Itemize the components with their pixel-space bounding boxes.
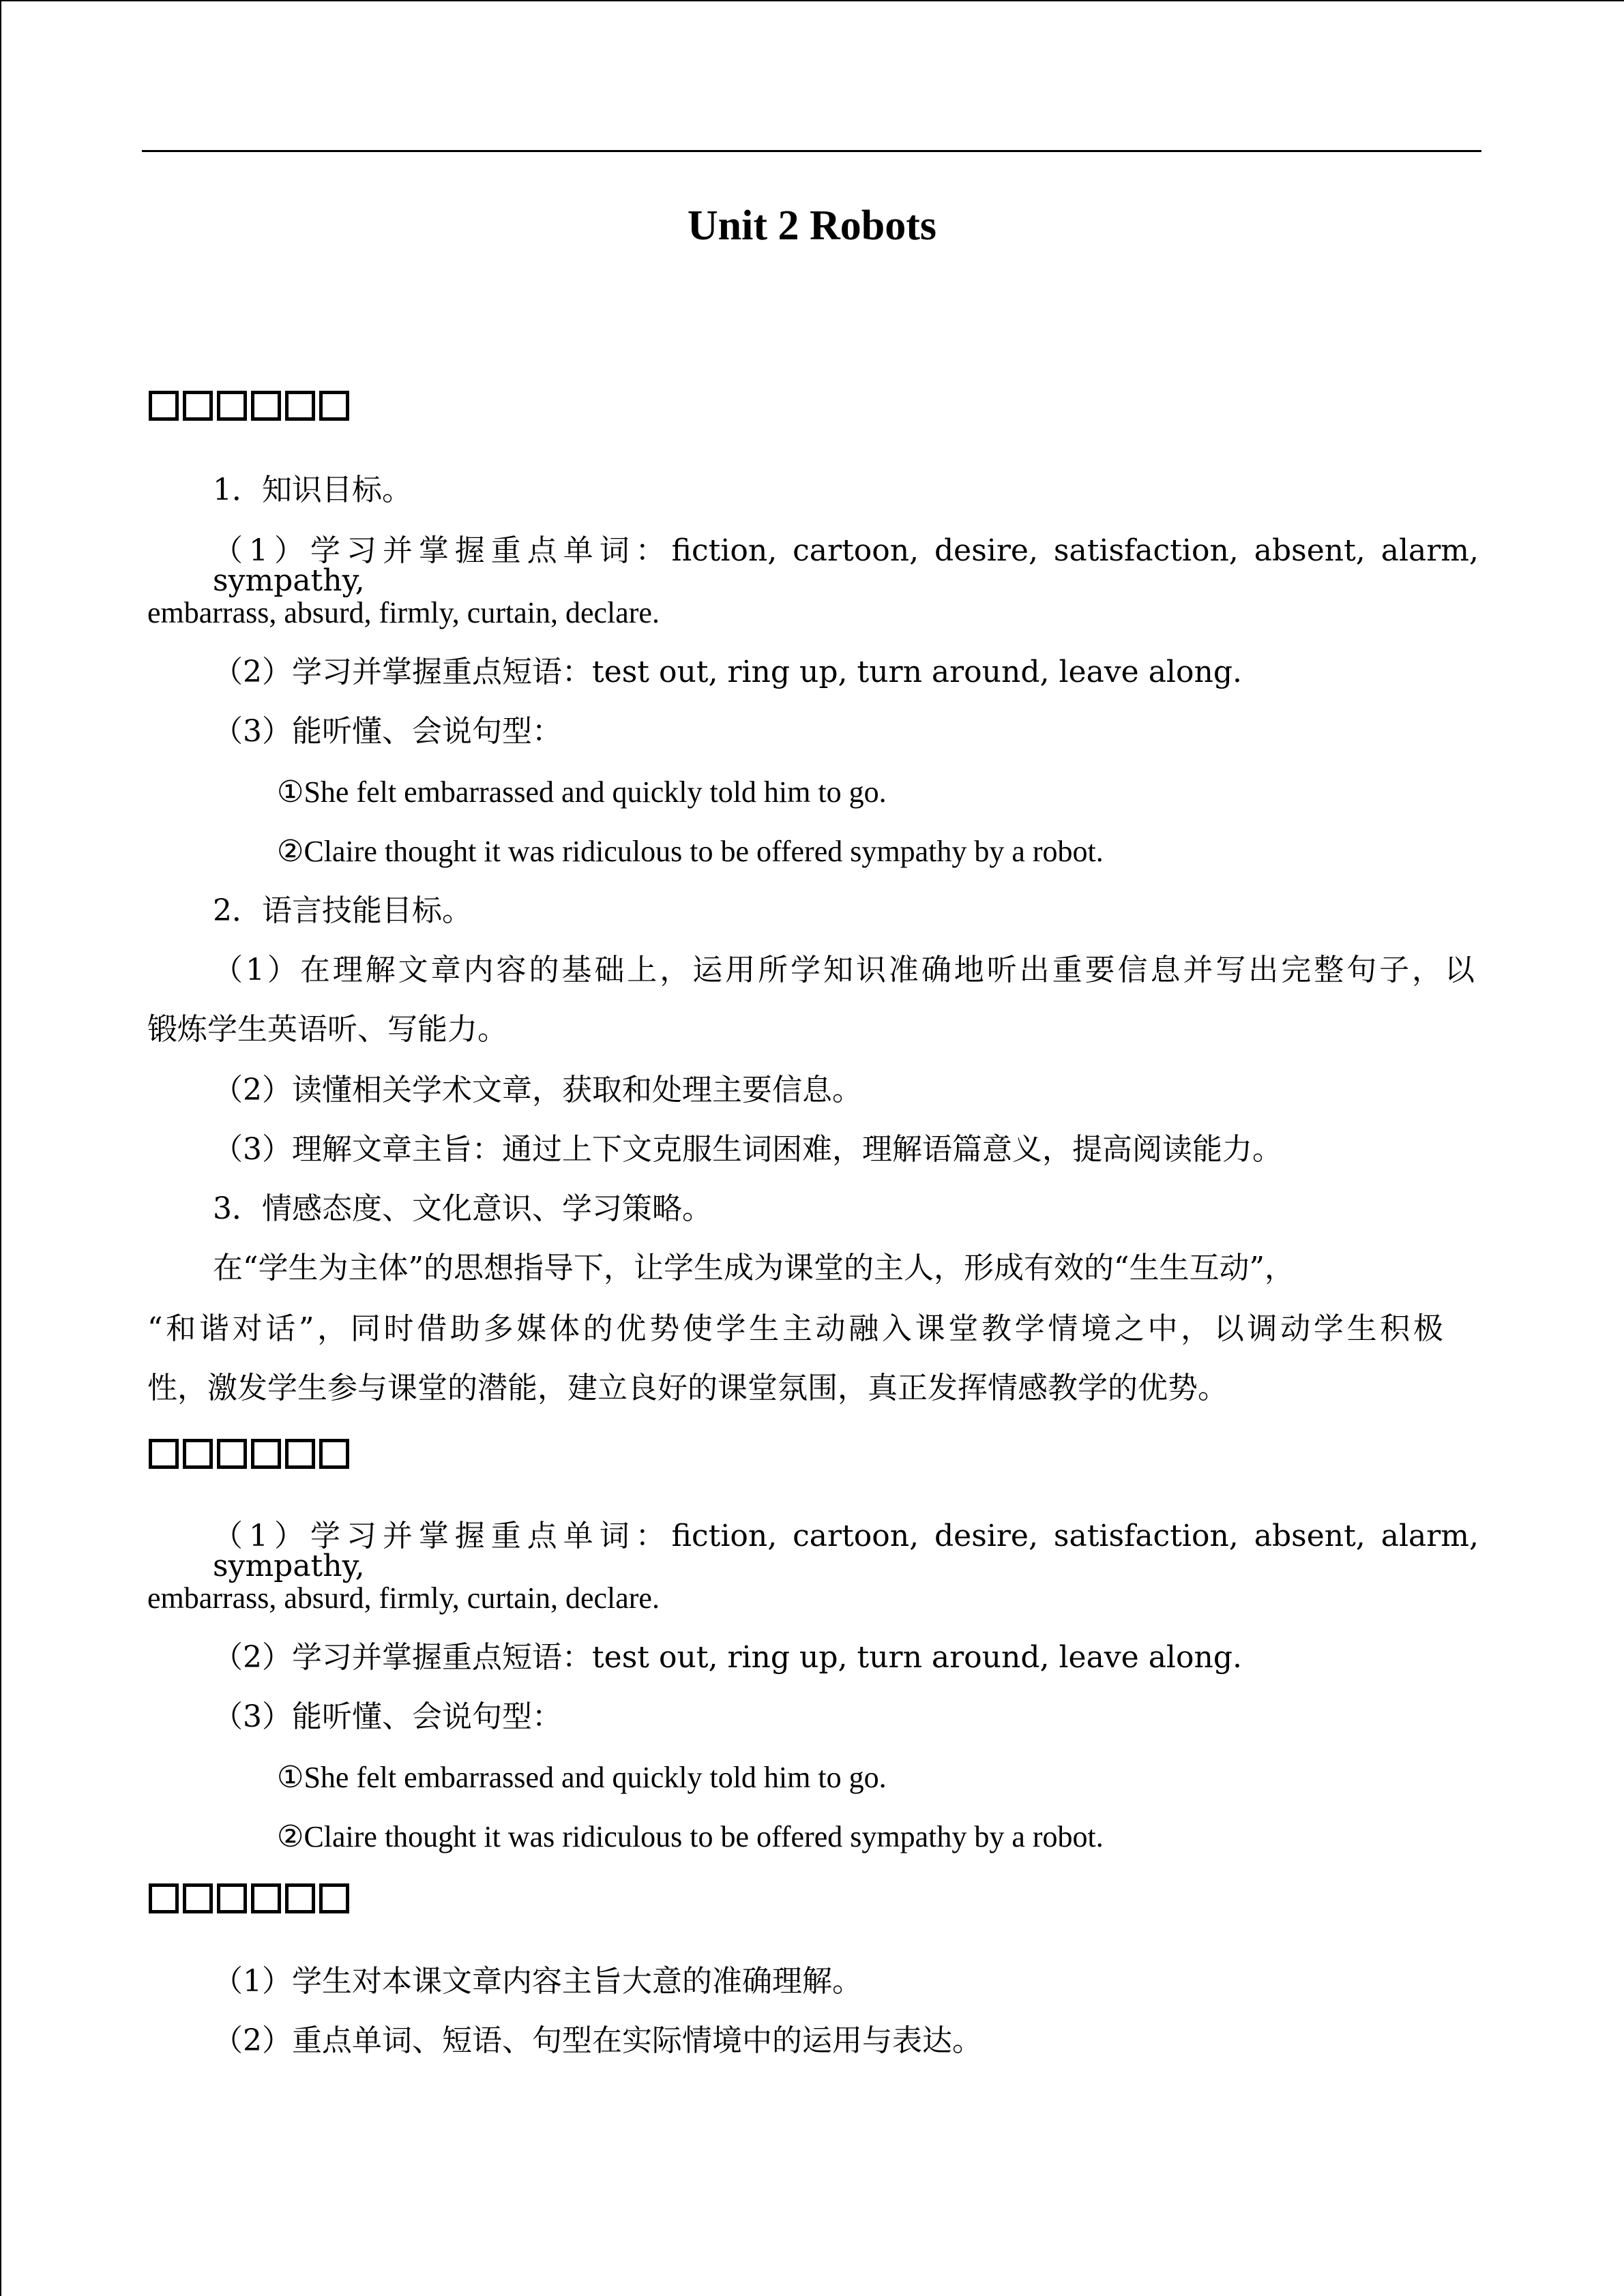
paragraph-line: （3）理解文章主旨：通过上下文克服生词困难，理解语篇意义，提高阅读能力。 <box>213 1132 1282 1167</box>
missing-glyph-box <box>285 1883 315 1913</box>
paragraph-line: （2）读懂相关学术文章，获取和处理主要信息。 <box>213 1073 862 1107</box>
paragraph-line: ①She felt embarrassed and quickly told him to go. <box>277 775 887 809</box>
missing-glyph-box <box>251 1439 281 1469</box>
missing-glyph-box <box>149 1439 179 1469</box>
section-1-heading <box>149 391 349 425</box>
paragraph-line: （1）学习并掌握重点单词：fiction, cartoon, desire, satisfaction, absent, alarm, sympathy, <box>213 533 1479 598</box>
missing-glyph-box <box>217 1439 247 1469</box>
paragraph-line: 2．语言技能目标。 <box>213 893 472 928</box>
document-title: Unit 2 Robots <box>687 203 937 249</box>
paragraph-line: 锻炼学生英语听、写能力。 <box>147 1012 507 1047</box>
missing-glyph-box <box>285 1439 315 1469</box>
paragraph-line: 性，激发学生参与课堂的潜能，建立良好的课堂氛围，真正发挥情感教学的优势。 <box>147 1371 1228 1405</box>
missing-glyph-box <box>251 1883 281 1913</box>
missing-glyph-box <box>183 1883 213 1913</box>
paragraph-line: embarrass, absurd, firmly, curtain, declare. <box>147 596 660 629</box>
paragraph-line: （1）学生对本课文章内容主旨大意的准确理解。 <box>213 1964 862 1999</box>
missing-glyph-box <box>319 1883 349 1913</box>
missing-glyph-box <box>285 391 315 421</box>
missing-glyph-box <box>217 391 247 421</box>
paragraph-line: ②Claire thought it was ridiculous to be offered sympathy by a robot. <box>277 835 1104 868</box>
missing-glyph-box <box>319 1439 349 1469</box>
paragraph-line: （1）在理解文章内容的基础上，运用所学知识准确地听出重要信息并写出完整句子，以 <box>213 953 1475 987</box>
missing-glyph-box <box>319 391 349 421</box>
paragraph-line: （2）学习并掌握重点短语：test out, ring up, turn around, leave along. <box>213 1640 1242 1675</box>
section-2-heading <box>149 1439 349 1473</box>
paragraph-line: （3）能听懂、会说句型： <box>213 1699 562 1734</box>
paragraph-line: （3）能听懂、会说句型： <box>213 714 562 749</box>
missing-glyph-box <box>183 1439 213 1469</box>
header-rule <box>142 150 1481 152</box>
paragraph-line: ①She felt embarrassed and quickly told him to go. <box>277 1761 887 1794</box>
paragraph-line: 1．知识目标。 <box>213 473 412 507</box>
section-3-heading <box>149 1883 349 1918</box>
paragraph-line: （2）重点单词、短语、句型在实际情境中的运用与表达。 <box>213 2023 982 2058</box>
paragraph-line: （1）学习并掌握重点单词：fiction, cartoon, desire, satisfaction, absent, alarm, sympathy, <box>213 1519 1479 1583</box>
paragraph-line: “和谐对话”，同时借助多媒体的优势使学生主动融入课堂教学情境之中，以调动学生积极 <box>147 1311 1443 1346</box>
paragraph-line: 在“学生为主体”的思想指导下，让学生成为课堂的主人，形成有效的“生生互动”， <box>213 1251 1295 1285</box>
paragraph-line: ②Claire thought it was ridiculous to be offered sympathy by a robot. <box>277 1820 1104 1853</box>
missing-glyph-box <box>149 391 179 421</box>
missing-glyph-box <box>217 1883 247 1913</box>
missing-glyph-box <box>149 1883 179 1913</box>
paragraph-line: 3．情感态度、文化意识、学习策略。 <box>213 1191 712 1226</box>
missing-glyph-box <box>251 391 281 421</box>
missing-glyph-box <box>183 391 213 421</box>
paragraph-line: （2）学习并掌握重点短语：test out, ring up, turn around, leave along. <box>213 655 1242 689</box>
paragraph-line: embarrass, absurd, firmly, curtain, declare. <box>147 1581 660 1615</box>
